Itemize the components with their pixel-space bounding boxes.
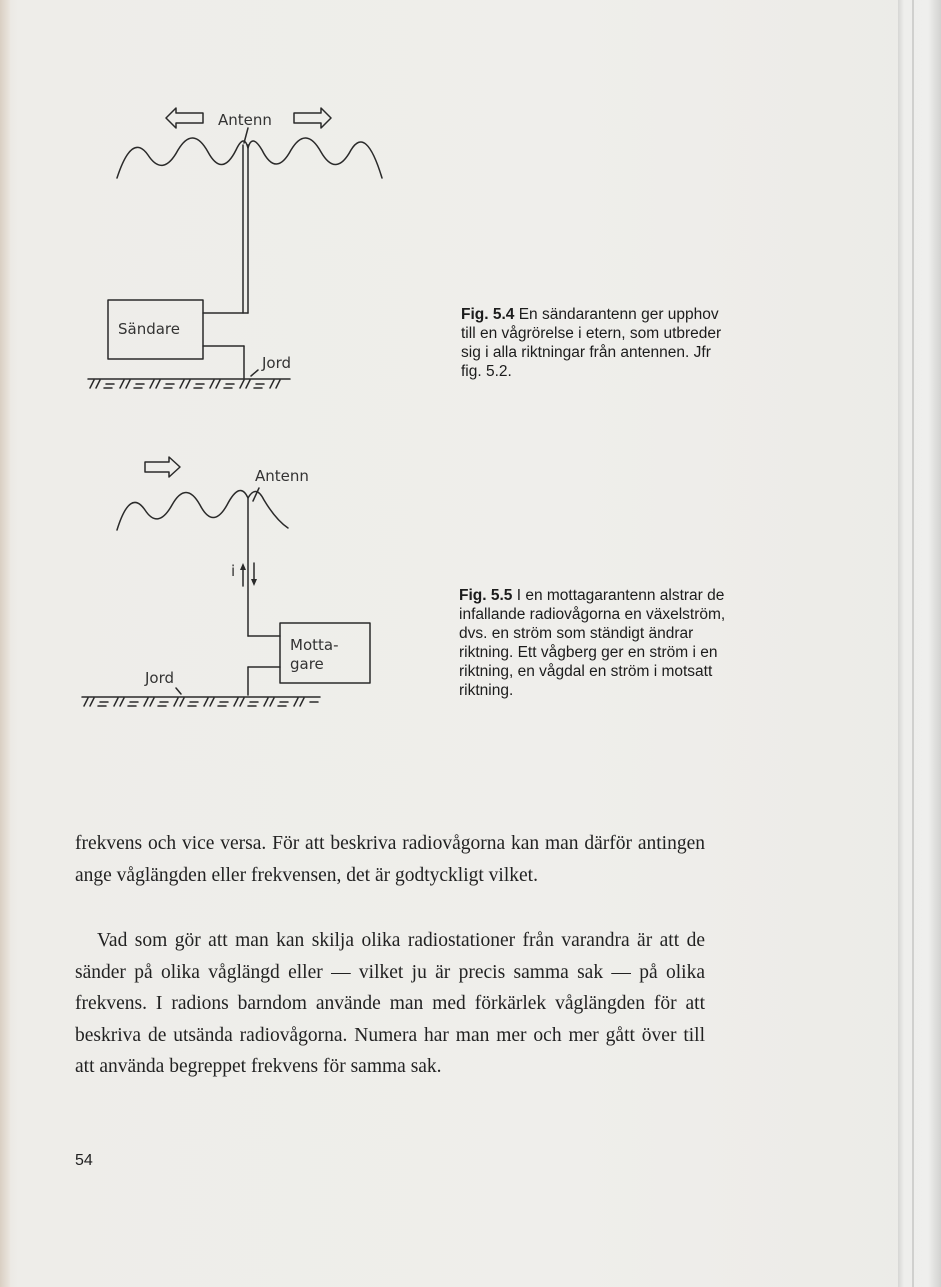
current-down-arrow-icon bbox=[251, 563, 257, 586]
fig54-ground-label: Jord bbox=[262, 354, 292, 372]
fig55-ground-label: Jord bbox=[145, 669, 175, 687]
figure-5-5-number: Fig. 5.5 bbox=[459, 587, 513, 604]
wave-arrow-right-icon bbox=[145, 457, 180, 477]
fig55-ground-pointer bbox=[176, 688, 181, 694]
fig55-current-label: i bbox=[231, 562, 236, 580]
fig55-ground-hatching bbox=[84, 698, 318, 706]
fig54-transmitter-label: Sändare bbox=[118, 320, 180, 338]
fig54-antenna-label: Antenn bbox=[218, 111, 272, 129]
body-paragraph-2: Vad som gör att man kan skilja olika radiostationer från varandra är att de sänder på olika våglängd eller — vilket ju är precis samma sak — på olika frekvens. I radions barndom använde man med förkärlek våglängden för att beskriva de utsända radiovågorna. Numera har man mer och mer gått över till att använda begreppet frekvens för samma sak. bbox=[75, 930, 705, 1077]
fig55-antenna-pointer bbox=[253, 488, 259, 501]
fig55-receiver-label-1: Motta- bbox=[290, 636, 339, 654]
fig55-antenna-label: Antenn bbox=[255, 467, 309, 485]
figure-5-5-caption bbox=[459, 586, 734, 700]
current-up-arrow-icon bbox=[240, 563, 246, 586]
body-paragraph-1: frekvens och vice versa. För att beskriva radiovågorna kan man därför antingen ange våglängden eller frekvensen, det är godtyckligt vilket. bbox=[75, 833, 705, 886]
figure-5-4-caption-text: En sändarantenn ger upphov till en vågrörelse i etern, som utbreder sig i alla riktningar från antennen. Jfr fig. 5.2. bbox=[461, 306, 722, 380]
figure-5-4-number: Fig. 5.4 bbox=[461, 306, 515, 323]
figure-5-5-caption-text: I en mottagarantenn alstrar de infallande radiovågorna en växelström, dvs. en ström som ständigt ändrar riktning. Ett vågberg ger en ström i en riktning, en vågdal en ström i motsatt riktning. bbox=[459, 587, 726, 699]
fig55-radio-wave bbox=[117, 490, 288, 530]
page-number: 54 bbox=[75, 1152, 93, 1169]
fig55-receiver-label-2: gare bbox=[290, 655, 324, 673]
